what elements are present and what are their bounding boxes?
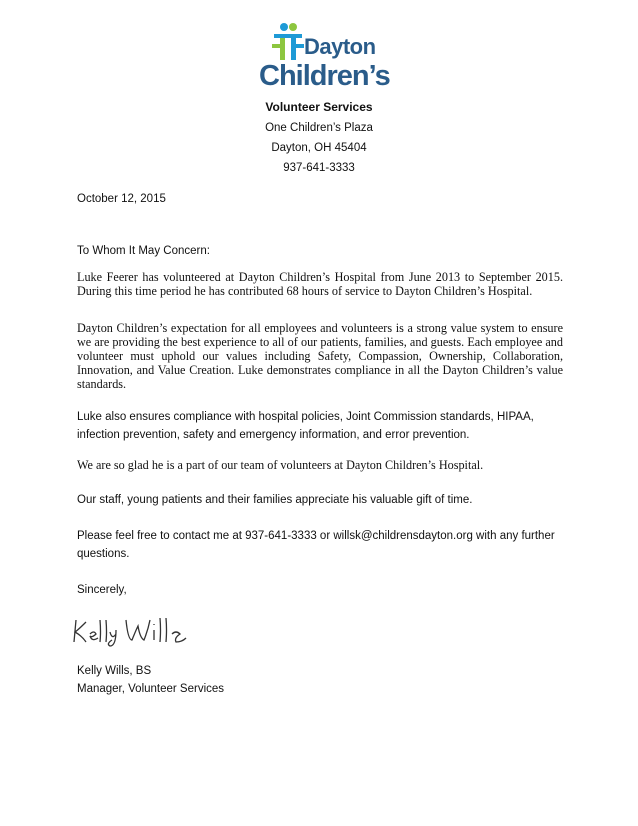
paragraph-gift-of-time: Our staff, young patients and their families appreciate his valuable gift of time. bbox=[77, 494, 473, 506]
department-title: Volunteer Services bbox=[265, 100, 373, 114]
salutation: To Whom It May Concern: bbox=[77, 245, 210, 257]
phone-number: 937-641-3333 bbox=[283, 162, 355, 174]
paragraph-compliance: Luke also ensures compliance with hospital policies, Joint Commission standards, HIPAA, infection prevention, safety and emergency information, and error prevention. bbox=[77, 411, 534, 441]
logo-line1: Dayton bbox=[304, 34, 376, 59]
paragraph-volunteer-hours: Luke Feerer has volunteered at Dayton Children’s Hospital from June 2013 to September 2015. During this time period he has contributed 68 hours of service to Dayton Children’s Hospital. bbox=[77, 270, 563, 298]
signer-name: Kelly Wills, BS bbox=[77, 665, 152, 677]
closing: Sincerely, bbox=[77, 584, 127, 596]
letter-date: October 12, 2015 bbox=[77, 193, 166, 205]
paragraph-glad: We are so glad he is a part of our team of volunteers at Dayton Children’s Hospital. bbox=[77, 458, 484, 472]
handwritten-signature bbox=[70, 612, 190, 648]
paragraph-contact: Please feel free to contact me at 937-641-3333 or willsk@childrensdayton.org with any further questions. bbox=[77, 530, 555, 560]
paragraph-values: Dayton Children’s expectation for all employees and volunteers is a strong value system to ensure we are providing the best experience to all of our patients, families, and guests. Each employee and volunteer must uphold our values including Safety, Compassion, Ownership, Collaboration, Innovation, and Value Creation. Luke demonstrates compliance in all the Dayton Children’s value standards. bbox=[77, 321, 563, 391]
logo-line2: Children’s bbox=[259, 60, 390, 92]
dayton-childrens-logo bbox=[256, 20, 390, 98]
address-line2: Dayton, OH 45404 bbox=[271, 142, 367, 154]
signer-title: Manager, Volunteer Services bbox=[77, 683, 225, 695]
address-line1: One Children’s Plaza bbox=[265, 122, 373, 134]
